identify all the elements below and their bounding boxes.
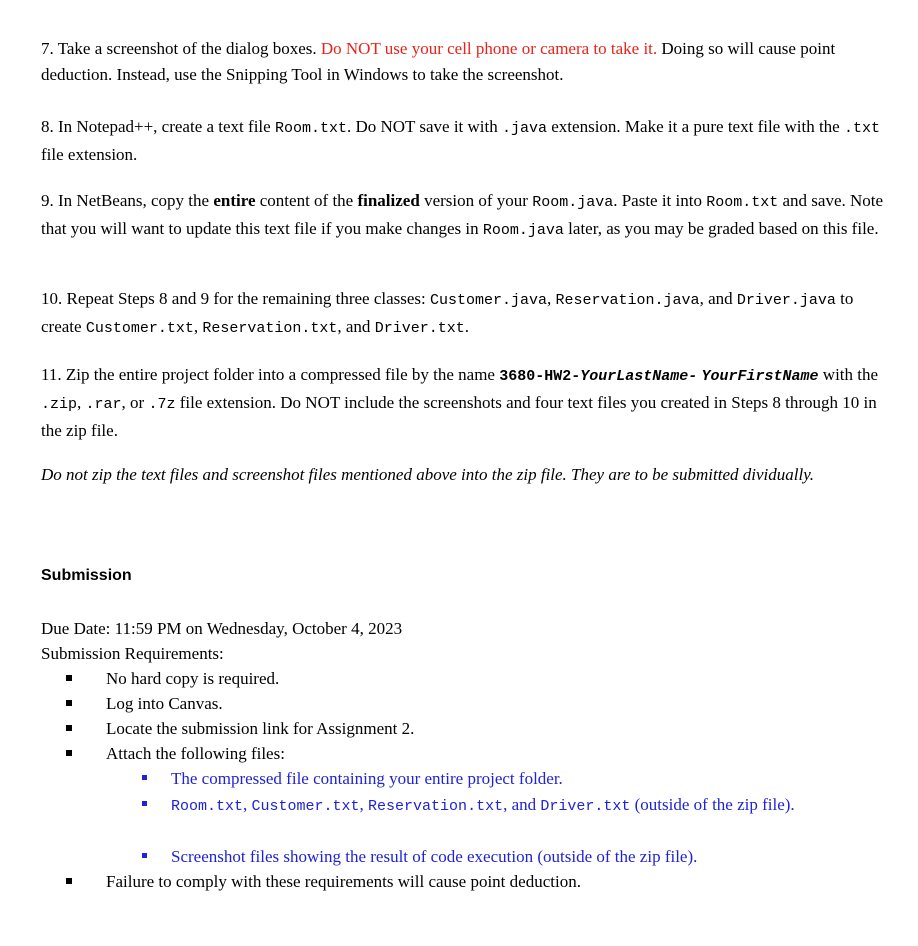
bullet-icon: [66, 750, 72, 756]
filename: Customer.java: [430, 292, 548, 309]
bullet-icon: [142, 801, 147, 806]
step-9-text-d: . Paste it into: [613, 191, 702, 210]
due-date: Due Date: 11:59 PM on Wednesday, October 4, 2023: [41, 619, 403, 638]
step-9-text-e: and save. Note that you will want to update this text file if you make changes in: [41, 191, 884, 238]
requirements-title: Submission Requirements:: [41, 644, 224, 663]
filename: Reservation.txt: [202, 320, 338, 337]
bullet-icon: [66, 725, 72, 731]
bullet-icon: [142, 853, 147, 858]
step-11-text-c: file extension. Do NOT include the screenshots and four text files you created in Steps 8 through 10 in the zip file.: [41, 393, 877, 440]
sub-list-item: The compressed file containing your entire project folder.: [171, 769, 563, 788]
step-10-text-b: to create: [41, 289, 854, 336]
bullet-icon: [142, 775, 147, 780]
step-9: [41, 188, 889, 244]
step-7-warning: Do NOT use your cell phone or camera to take it.: [320, 39, 658, 58]
filename: Customer.txt: [85, 320, 194, 337]
emphasis-finalized: finalized: [357, 191, 420, 210]
step-9-text-f: later, as you may be graded based on this file.: [568, 219, 879, 238]
submission-heading: Submission: [41, 567, 132, 584]
step-9-text-c: version of your: [424, 191, 528, 210]
extension: .txt: [843, 120, 880, 137]
step-8-text-d: file extension.: [41, 145, 138, 164]
step-10-text-a: 10. Repeat Steps 8 and 9 for the remaining three classes:: [41, 289, 426, 308]
zip-name-part: 3680-HW2-: [499, 368, 581, 385]
extension: .zip: [41, 396, 78, 413]
filename: Room.txt: [706, 194, 779, 211]
step-11-text-a: 11. Zip the entire project folder into a compressed file by the name: [41, 365, 495, 384]
step-7-rest: Doing so will cause point deduction. Instead, use the Snipping Tool in Windows to take the screenshot.: [41, 39, 836, 84]
step-11-text-b: with the: [822, 365, 879, 384]
bullet-icon: [66, 700, 72, 706]
filename: Room.txt: [171, 798, 244, 815]
step-8-text-b: . Do NOT save it with: [346, 117, 498, 136]
sub-list-item: Screenshot files showing the result of code execution (outside of the zip file).: [171, 847, 698, 866]
step-7: [41, 36, 889, 88]
list-item: Locate the submission link for Assignment 2.: [106, 719, 415, 738]
bullet-icon: [66, 675, 72, 681]
step-8: [41, 114, 889, 168]
step-9-text-a: 9. In NetBeans, copy the: [41, 191, 210, 210]
step-7-text: 7. Take a screenshot of the dialog boxes.: [41, 39, 317, 58]
sub-list-item: Room.txt, Customer.txt, Reservation.txt, and Driver.txt (outside of the zip file).: [171, 795, 795, 815]
step-10-and: , and: [699, 289, 733, 308]
filename: Room.java: [482, 222, 564, 239]
filename: Driver.txt: [540, 798, 631, 815]
step-9-text-b: content of the: [259, 191, 354, 210]
step-11: 11. Zip the entire project folder into a compressed file by the name 3680-HW2-YourLastName- YourFirstName with the .zip, .rar, or .7z file extension. Do NOT include the screenshots and four text files you created in Steps 8 through 10 in the zip file.: [41, 365, 879, 440]
filename: Driver.txt: [374, 320, 465, 337]
list-item: Attach the following files:: [106, 744, 285, 763]
filename: Reservation.txt: [368, 798, 504, 815]
list-item: Failure to comply with these requirements will cause point deduction.: [106, 872, 581, 891]
step-8-text-a: 8. In Notepad++, create a text file: [41, 117, 271, 136]
step-8-text-c: extension. Make it a pure text file with the: [551, 117, 840, 136]
step-10: 10. Repeat Steps 8 and 9 for the remaining three classes: Customer.java, Reservation.java, and Driver.java to create Customer.txt, Reservation.txt, and Driver.txt.: [41, 289, 854, 337]
sub-list-tail: (outside of the zip file).: [634, 795, 795, 814]
extension: .rar: [85, 396, 122, 413]
filename: Room.txt: [274, 120, 347, 137]
emphasis-entire: entire: [213, 191, 256, 210]
filename: Customer.txt: [251, 798, 360, 815]
zip-name-part: YourLastName-: [580, 368, 698, 385]
italic-note: Do not zip the text files and screenshot files mentioned above into the zip file. They are to be submitted dividually.: [41, 465, 815, 484]
filename: Driver.java: [736, 292, 836, 309]
filename: Room.java: [532, 194, 614, 211]
list-item: No hard copy is required.: [106, 669, 280, 688]
list-item: Log into Canvas.: [106, 694, 223, 713]
extension: .7z: [148, 396, 176, 413]
extension: .java: [502, 120, 548, 137]
bullet-icon: [66, 878, 72, 884]
zip-name-part: YourFirstName: [701, 368, 819, 385]
filename: Reservation.java: [555, 292, 700, 309]
